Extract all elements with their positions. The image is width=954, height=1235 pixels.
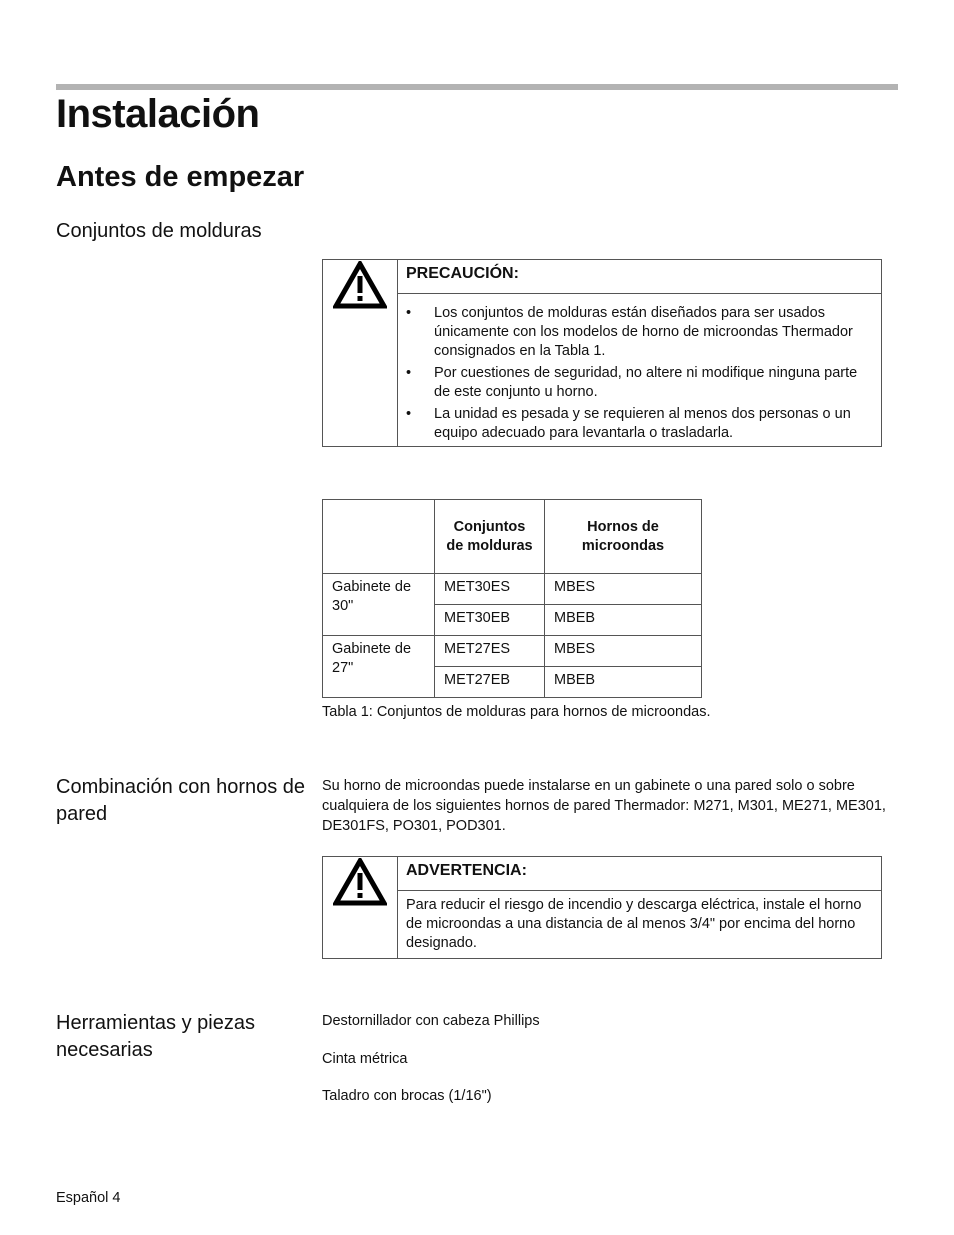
table-header-empty: [323, 500, 435, 574]
caution-item: • Por cuestiones de seguridad, no altere ni modifique ninguna parte de este conjunto u horno.: [406, 365, 858, 400]
tools-heading: Herramientas y piezas necesarias: [56, 1012, 255, 1061]
tool-item: Destornillador con cabeza Phillips: [322, 1013, 540, 1029]
section-title: Antes de empezar: [56, 161, 305, 193]
warning-triangle-icon: [333, 261, 387, 309]
page-title: Instalación: [56, 92, 260, 136]
table-cell: MBES: [545, 574, 702, 605]
table-cell: MET30ES: [435, 574, 545, 605]
page-footer: Español 4: [56, 1190, 121, 1206]
caution-list: [398, 294, 881, 454]
warning-text: Para reducir el riesgo de incendio y descarga eléctrica, instale el horno de microondas a una distancia de al menos 3/4" por encima del horno designado.: [406, 897, 862, 951]
combination-heading: Combinación con hornos de pared: [56, 776, 306, 825]
table-cell: MET27ES: [435, 636, 545, 667]
table-cell: MBES: [545, 636, 702, 667]
caution-label: PRECAUCIÓN:: [398, 260, 881, 294]
table-cell: MBEB: [545, 667, 702, 698]
table-caption: Tabla 1: Conjuntos de molduras para hornos de microondas.: [322, 704, 711, 720]
caution-item: • La unidad es pesada y se requieren al menos dos personas o un equipo adecuado para levantarla o trasladarla.: [406, 406, 851, 441]
warning-triangle-icon: [333, 858, 387, 906]
warning-label: ADVERTENCIA:: [398, 857, 881, 891]
warning-box: [322, 856, 882, 959]
caution-item: • Los conjuntos de molduras están diseñados para ser usados únicamente con los modelos de horno de microondas Thermador consignados en la Tabla 1.: [406, 305, 853, 359]
caution-box: [322, 259, 882, 447]
header-rule: [56, 84, 898, 90]
table-header-microwaves: Hornos de microondas: [545, 500, 702, 574]
table-cell: MBEB: [545, 605, 702, 636]
combination-text: Su horno de microondas puede instalarse en un gabinete o una pared solo o sobre cualquiera de los siguientes hornos de pared Thermador: M271, M301, ME271, ME301, DE301FS, PO301, POD301.: [322, 778, 886, 834]
table-header-trim-kits: Conjuntos de molduras: [435, 500, 545, 574]
tool-item: Cinta métrica: [322, 1051, 408, 1067]
table-group-label: Gabinete de 30": [323, 574, 435, 636]
trim-kits-table: [322, 499, 702, 698]
trim-kits-heading: Conjuntos de molduras: [56, 220, 262, 242]
table-group-label: Gabinete de 27": [323, 636, 435, 698]
table-cell: MET30EB: [435, 605, 545, 636]
tool-item: Taladro con brocas (1/16"): [322, 1088, 492, 1104]
table-cell: MET27EB: [435, 667, 545, 698]
